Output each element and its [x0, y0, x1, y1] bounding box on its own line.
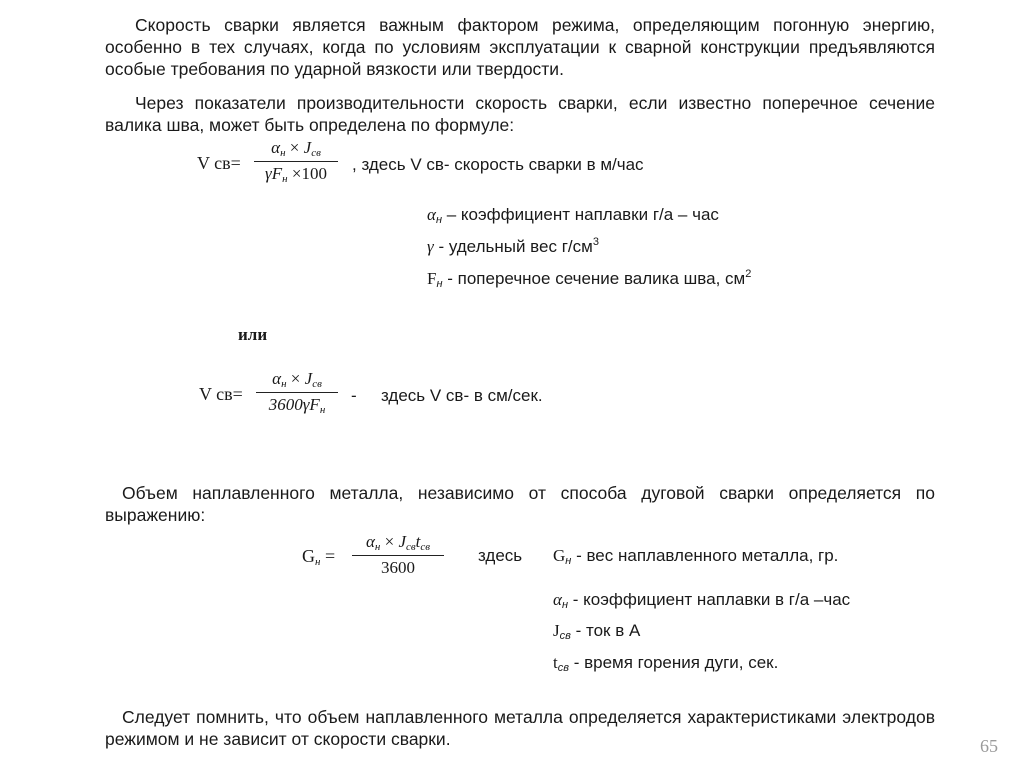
formula2-where: здесь V св- в см/сек. [381, 386, 543, 405]
conclusion-paragraph: Следует помнить, что объем наплавленного металла определяется характеристиками электродов режимом и не зависит от скорости сварки. [105, 707, 935, 749]
formula2-dash: - [351, 386, 357, 405]
formula1-lhs: V св= [197, 153, 241, 173]
formula3-t-def: $t_{св}$ - время горения дуги, сек. [553, 653, 779, 674]
formula1-f-def: $F_н$ - поперечное сечение валика шва, $см^2$ [427, 268, 752, 290]
formula2-fraction [256, 369, 338, 416]
formula1-numerator: $\alpha_н \times J_{св}$ [254, 138, 338, 162]
formula2-numerator: $\alpha_н \times J_{св}$ [256, 369, 338, 393]
formula3-lhs: $G_н$ = [302, 546, 336, 568]
formula3-where: здесь [478, 546, 523, 565]
formula1-alpha-def: $\alpha_н$ – коэффициент наплавки г/а – час [427, 205, 719, 226]
volume-paragraph: Объем наплавленного металла, независимо от способа дуговой сварки определяется по выражению: [105, 483, 935, 525]
formula3-g-def: $G_н$ - вес наплавленного металла, гр. [553, 546, 839, 567]
or-label: или [238, 325, 268, 344]
intro-paragraph-2: Через показатели производительности скорость сварки, если известно поперечное сечение валика шва, может быть определена по формуле: [105, 93, 935, 135]
formula2-denominator: $3600\gamma F_н$ [268, 395, 326, 416]
formula3-numerator: $\alpha_н \times J_{св}t_{св}$ [352, 532, 444, 556]
intro-paragraph-1: Скорость сварки является важным фактором режима, определяющим погонную энергию, особенно в тех случаях, когда по условиям эксплуатации к сварной конструкции предъявляются особые требования по ударной вязкости или твердости. [105, 15, 935, 79]
formula1-gamma-def: γ - удельный вес $г/см^3$ [427, 236, 599, 256]
formula2-lhs: V св= [199, 384, 243, 404]
formula1-denominator: $\gamma F_н \times 100$ [265, 164, 327, 185]
formula1-fraction [254, 138, 338, 185]
formula3-fraction [352, 532, 444, 578]
formula3-alpha-def: $\alpha_н$ - коэффициент наплавки в г/а –час [553, 590, 851, 611]
formula3-j-def: $J_{св}$ - ток в А [553, 621, 641, 642]
formula3-denominator: 3600 [381, 558, 415, 577]
formula1-where: , здесь V св- скорость сварки в м/час [352, 155, 644, 174]
page-number: 65 [980, 736, 998, 756]
